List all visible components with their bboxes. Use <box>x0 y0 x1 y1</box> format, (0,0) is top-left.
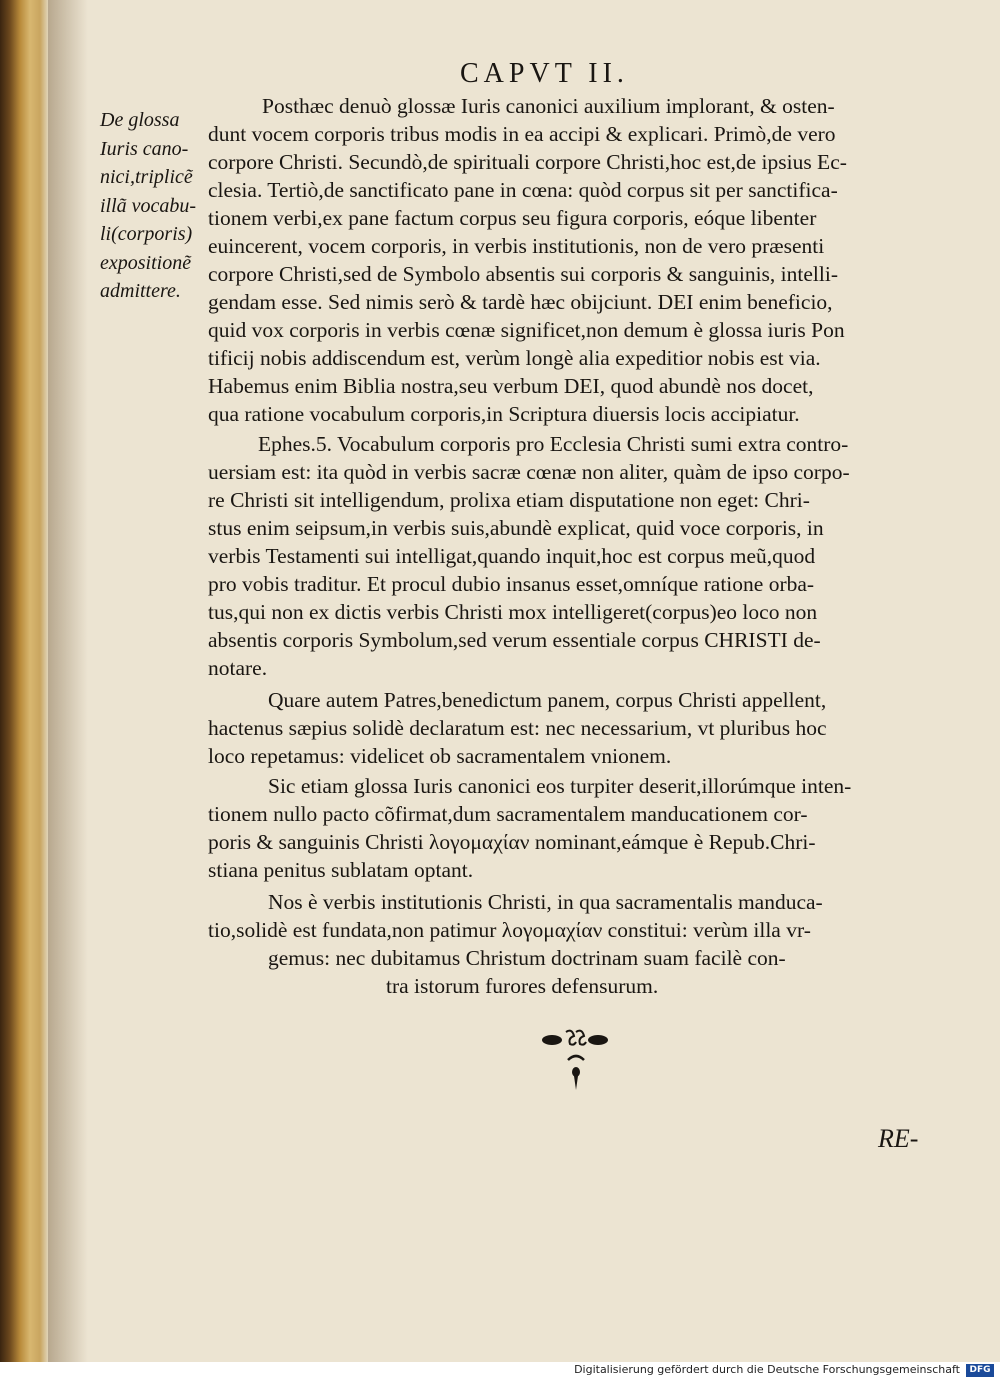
text-line: verbis Testamenti sui intelligat,quando inquit,hoc est corpus meũ,quod <box>208 544 816 568</box>
text-line: euincerent, vocem corporis, in verbis institutionis, non de vero præsenti <box>208 234 825 258</box>
marginal-note-line: li(corporis) <box>100 223 193 245</box>
marginal-note-line: Iuris cano- <box>100 137 189 160</box>
text-line: gendam esse. Sed nimis serò & tardè hæc obijciunt. DEI enim beneficio, <box>208 290 833 314</box>
text-line: absentis corporis Symbolum,sed verum essentiale corpus CHRISTI de- <box>208 628 821 652</box>
fleuron-ornament-icon <box>530 1026 620 1096</box>
text-line: dunt vocem corporis tribus modis in ea accipi & explicari. Primò,de vero <box>208 122 836 146</box>
text-line: tionem verbi,ex pane factum corpus seu figura corporis, eóque libenter <box>208 206 817 230</box>
text-line: uersiam est: ita quòd in verbis sacræ cœnæ non aliter, quàm de ipso corpo- <box>208 460 850 484</box>
footer-credit-text: Digitalisierung gefördert durch die Deutsche Forschungsgemeinschaft <box>574 1363 960 1376</box>
text-line: tificij nobis addiscendum est, verùm longè alia expeditior nobis est via. <box>208 346 821 370</box>
gutter-shadow <box>48 0 88 1362</box>
text-line: corpore Christi,sed de Symbolo absentis sui corporis & sanguinis, intelli- <box>208 262 838 286</box>
digitization-footer <box>0 1362 1000 1379</box>
text-line: Habemus enim Biblia nostra,seu verbum DEI, quod abundè nos docet, <box>208 374 814 398</box>
text-line: notare. <box>208 656 268 680</box>
text-line: pro vobis traditur. Et procul dubio insanus esset,omníque ratione orba- <box>208 572 815 596</box>
marginal-note <box>100 106 210 306</box>
marginal-note-line: illã vocabu- <box>100 194 197 217</box>
text-line: tionem nullo pacto cõfirmat,dum sacramentalem manducationem cor- <box>208 802 808 826</box>
marginal-note-line: nici,triplicẽ <box>100 166 193 188</box>
text-line: tra istorum furores defensurum. <box>386 974 659 998</box>
marginal-note-line: De glossa <box>100 109 180 131</box>
text-line: Quare autem Patres,benedictum panem, corpus Christi appellent, <box>268 688 827 712</box>
text-line: loco repetamus: videlicet ob sacramentalem vnionem. <box>208 744 672 768</box>
text-line: poris & sanguinis Christi λογομαχίαν nominant,eámque è Repub.Chri- <box>208 830 816 854</box>
text-line: Sic etiam glossa Iuris canonici eos turpiter deserit,illorúmque inten- <box>268 774 852 798</box>
text-line: Posthæc denuò glossæ Iuris canonici auxilium implorant, & osten- <box>262 94 835 118</box>
text-line: hactenus sæpius solidè declaratum est: nec necessarium, vt pluribus hoc <box>208 716 827 740</box>
text-line: Nos è verbis institutionis Christi, in qua sacramentalis manduca- <box>268 890 823 914</box>
chapter-heading: CAPVT II. <box>460 58 629 89</box>
text-line: quid vox corporis in verbis cœnæ significet,non demum è glossa iuris Pon <box>208 318 845 342</box>
text-line: clesia. Tertiò,de sanctificato pane in cœna: quòd corpus sit per sanctifica- <box>208 178 838 202</box>
marginal-note-line: admittere. <box>100 280 181 302</box>
text-line: Ephes.5. Vocabulum corporis pro Ecclesia Christi sumi extra contro- <box>258 432 849 456</box>
text-line: gemus: nec dubitamus Christum doctrinam suam facilè con- <box>268 946 786 970</box>
marginal-note-line: expositionẽ <box>100 251 192 274</box>
text-line: stiana penitus sublatam optant. <box>208 858 474 882</box>
text-line: re Christi sit intelligendum, prolixa etiam disputatione non eget: Chri- <box>208 488 810 512</box>
catchword: RE- <box>878 1124 919 1153</box>
text-line: tio,solidè est fundata,non patimur λογομαχίαν constitui: verùm illa vr- <box>208 918 811 942</box>
book-binding-edge <box>0 0 48 1362</box>
text-line: tus,qui non ex dictis verbis Christi mox intelligeret(corpus)eo loco non <box>208 600 818 624</box>
text-line: stus enim seipsum,in verbis suis,abundè explicat, quid voce corporis, in <box>208 516 824 540</box>
dfg-logo-icon: DFG <box>966 1364 994 1377</box>
text-line: qua ratione vocabulum corporis,in Scriptura diuersis locis accipiatur. <box>208 402 800 426</box>
text-line: corpore Christi. Secundò,de spirituali corpore Christi,hoc est,de ipsius Ec- <box>208 150 847 174</box>
